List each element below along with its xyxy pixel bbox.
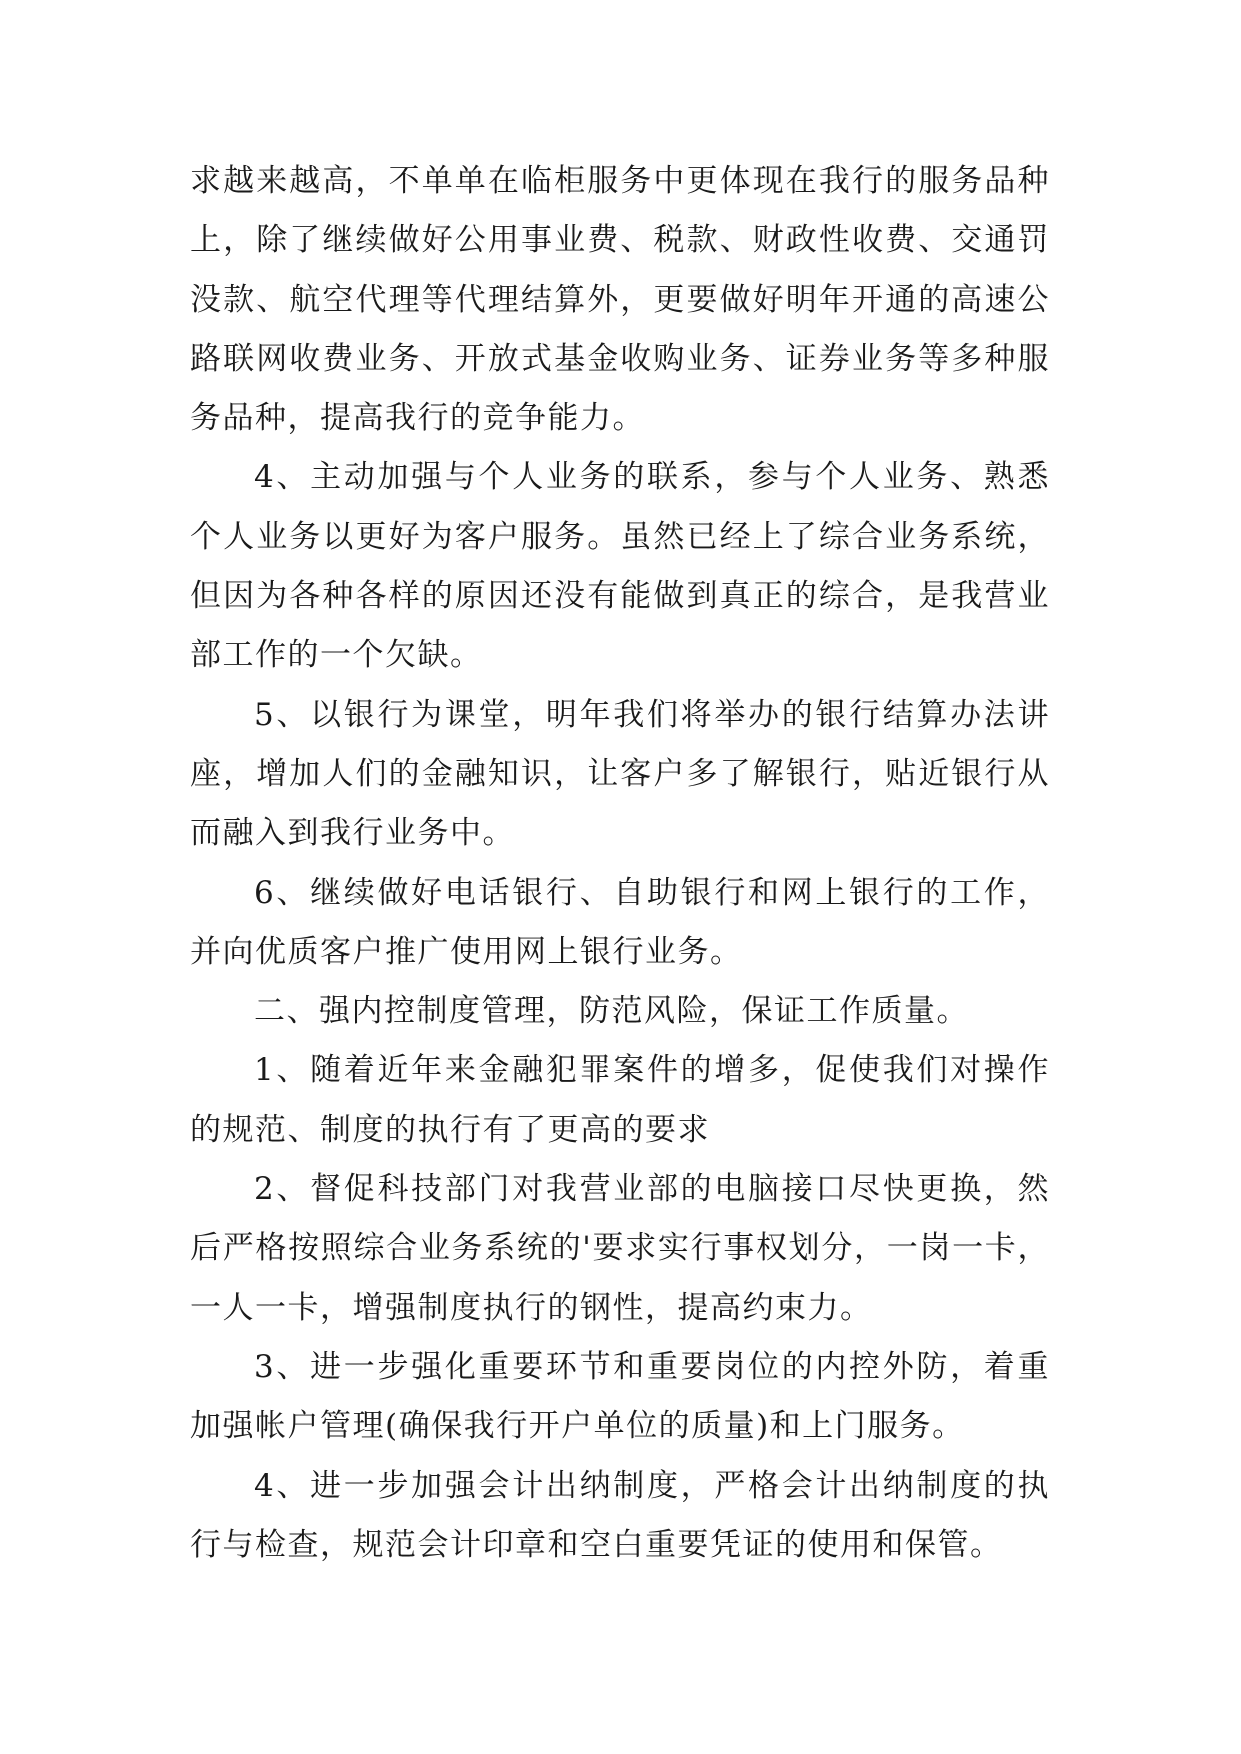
body-text [190, 152, 1050, 1575]
paragraph-item-4-accounting: 4、进一步加强会计出纳制度，严格会计出纳制度的执行与检查，规范会计印章和空白重要凭证的使用和保管。 [190, 1467, 1050, 1563]
paragraph-service-variety: 求越来越高，不单单在临柜服务中更体现在我行的服务品种上，除了继续做好公用事业费、税款、财政性收费、交通罚没款、航空代理等代理结算外，更要做好明年开通的高速公路联网收费业务、开放式基金收购业务、证券业务等多种服务品种，提高我行的竞争能力。 [190, 163, 1050, 437]
paragraph-item-3-key-positions: 3、进一步强化重要环节和重要岗位的内控外防，着重加强帐户管理(确保我行开户单位的质量)和上门服务。 [190, 1348, 1050, 1445]
paragraph-item-4-personal-business: 4、主动加强与个人业务的联系，参与个人业务、熟悉个人业务以更好为客户服务。虽然已经上了综合业务系统，但因为各种各样的原因还没有能做到真正的综合，是我营业部工作的一个欠缺。 [190, 459, 1050, 674]
paragraph-item-5-lecture: 5、以银行为课堂，明年我们将举办的银行结算办法讲座，增加人们的金融知识，让客户多了解银行，贴近银行从而融入到我行业务中。 [190, 696, 1050, 852]
paragraph-item-2-tech-interface: 2、督促科技部门对我营业部的电脑接口尽快更换，然后严格按照综合业务系统的'要求实行事权划分，一岗一卡，一人一卡，增强制度执行的钢性，提高约束力。 [190, 1171, 1050, 1326]
paragraph-item-1-operations: 1、随着近年来金融犯罪案件的增多，促使我们对操作的规范、制度的执行有了更高的要求 [190, 1052, 1050, 1148]
paragraph-item-6-e-banking: 6、继续做好电话银行、自助银行和网上银行的工作，并向优质客户推广使用网上银行业务。 [190, 874, 1050, 970]
section-heading-internal-control: 二、强内控制度管理，防范风险，保证工作质量。 [254, 993, 969, 1030]
